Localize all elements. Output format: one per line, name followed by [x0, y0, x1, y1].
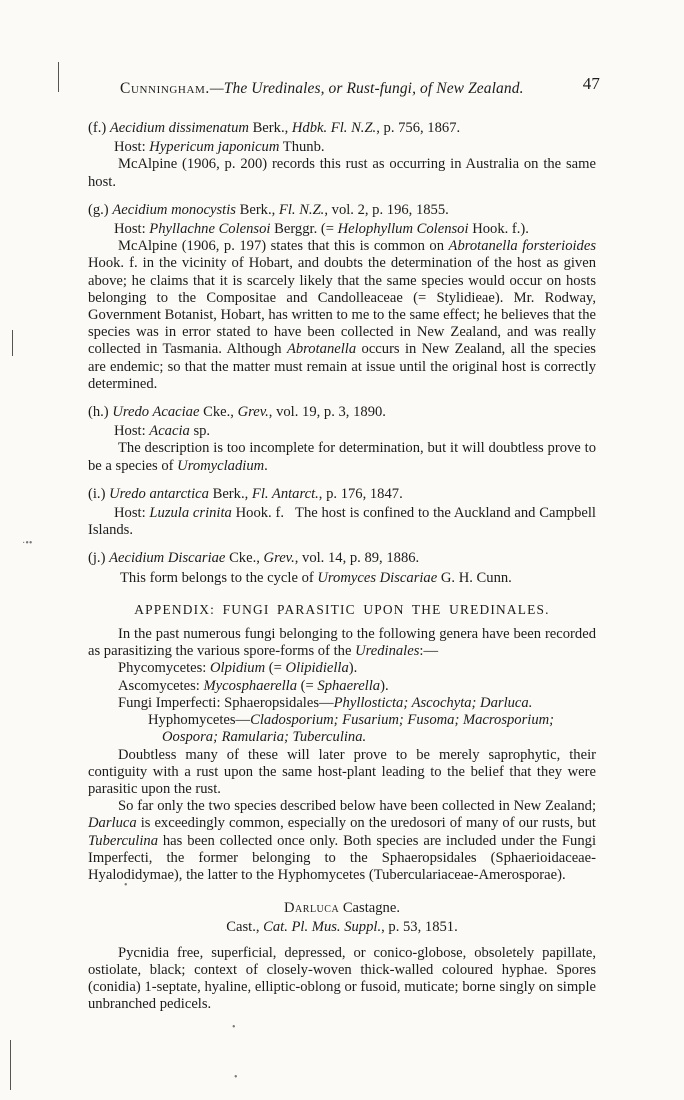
phycomycetes-line [88, 660, 596, 677]
syn-close: ). [348, 660, 358, 677]
citation-detail: , vol. 2, p. 196, 1855. [324, 201, 449, 218]
entry-label: (f.) [88, 120, 107, 136]
host-line [88, 505, 600, 539]
genus-name: Olpidium [210, 660, 266, 677]
entry-heading [88, 550, 596, 567]
host-authority: Berggr. (= [270, 221, 338, 238]
page-body [88, 120, 600, 1013]
host-label: Host: [114, 423, 150, 440]
citation-detail: , vol. 14, p. 89, 1886. [294, 550, 420, 567]
scan-speck: • [124, 880, 128, 891]
scan-speck: • [234, 1072, 238, 1083]
intro-taxon: Uredinales [355, 643, 420, 660]
intro-text: :— [419, 643, 439, 660]
species-name: Uredo Acaciae [112, 404, 200, 421]
host-synonym-authority: Hook. f.). [468, 221, 529, 238]
citation-work: Fl. N.Z. [278, 201, 325, 218]
hyphomycetes-line [88, 712, 596, 729]
species-name: Aecidium dissimenatum [109, 120, 249, 136]
note-taxon: Uromyces Discariae [317, 569, 438, 586]
species-name: Aecidium Discariae [109, 550, 226, 567]
note-text: occurs in New Zealand, all the species are endemic; so that the matter must remain at issue until the original host is correctly determined. [88, 341, 596, 392]
host-line [88, 423, 596, 440]
entry-label: (i.) [88, 485, 106, 502]
host-authority: sp. [189, 423, 211, 440]
entry-f [88, 120, 596, 191]
entry-note: McAlpine (1906, p. 200) records this rust as occurring in Australia on the same host. [88, 156, 596, 190]
syn-close: ). [380, 677, 389, 694]
citation-work: Cat. Pl. Mus. Suppl. [263, 919, 382, 936]
citation-author: Cast., [226, 919, 264, 936]
group-label: Ascomycetes: [118, 677, 204, 694]
citation-author: Berk., [235, 201, 279, 218]
citation-work: Fl. Antarct. [251, 485, 319, 502]
genus-synonym: Olipidiella [285, 660, 349, 677]
appendix-title: APPENDIX: FUNGI PARASITIC UPON THE UREDINALES. [134, 601, 550, 617]
group-label: Phycomycetes: [118, 660, 211, 677]
running-head [120, 74, 600, 98]
host-note: The host is confined to the Auckland and Campbell Islands. [88, 505, 600, 539]
entry-label: (j.) [88, 550, 106, 567]
citation-author: Berk., [248, 120, 292, 136]
entry-note [88, 570, 596, 587]
note-taxon: Uromycladium [177, 457, 265, 474]
host-authority: Hook. f. [231, 505, 284, 522]
species-name: Uredo antarctica [109, 485, 209, 502]
genus-name: Darluca [284, 900, 340, 917]
entry-label: (h.) [88, 404, 109, 421]
note-text: G. H. Cunn. [437, 569, 512, 586]
scan-edge-mark [12, 330, 13, 356]
note-taxon: Abrotanella forsterioides [448, 238, 597, 255]
para-text: has been collected once only. Both species are included under the Fungi Imperfecti, the former belonging to the Sphaeropsidales (Sphaerioidaceae-Hyalodidymae), the latter to the Hyphomycetes (Tuberculariaceae-Amerosporae). [88, 832, 596, 883]
genus-title [88, 900, 596, 917]
genus-list: Oospora; Ramularia; Tuberculina. [162, 729, 367, 746]
syn-open: (= [297, 677, 318, 694]
para-text: is exceedingly common, especially on the uredosori of many of our rusts, but [136, 815, 596, 832]
note-text: Hook. f. in the vicinity of Hobart, and doubts the determination of the host as given above; he claims that it is scarcely likely that the same species would occur on hosts belonging to the Compositae and Candolleaceae (= Stylidieae). Mr. Rodway, Government Botanist, Hobart, has written to me to the same effect; he believes that the species was in error stated to have been collected in New Zealand, and was really collected in Tasmania. Although [88, 255, 596, 358]
para-taxon: Tuberculina [88, 832, 158, 849]
para-text: So far only the two species described below have been collected in New Zealand; [118, 798, 596, 815]
fungi-imperfecti-line [88, 695, 596, 712]
citation-author: Cke., [199, 404, 238, 421]
citation-detail: , p. 756, 1867. [376, 120, 461, 136]
host-name: Hypericum japonicum [149, 139, 280, 156]
entry-heading [88, 486, 596, 503]
entry-note [88, 440, 596, 474]
citation-work: Grev. [237, 404, 269, 421]
citation-detail: , p. 176, 1847. [318, 485, 403, 502]
scan-speck: • [232, 1022, 236, 1033]
citation-author: Cke., [225, 550, 264, 567]
host-label: Host: [114, 221, 150, 238]
note-text: . [264, 457, 268, 474]
entry-h [88, 404, 596, 475]
group-label: Fungi Imperfecti: Sphaeropsidales— [118, 694, 334, 711]
genus-list: Phyllosticta; Ascochyta; Darluca. [333, 694, 533, 711]
hyphomycetes-line-2 [88, 729, 596, 746]
ascomycetes-line [88, 678, 596, 695]
entry-heading [88, 120, 596, 137]
genus-name: Mycosphaerella [203, 677, 297, 694]
host-name: Luzula crinita [149, 505, 232, 522]
genus-list: Cladosporium; Fusarium; Fusoma; Macrosporium; [250, 712, 555, 729]
entry-heading [88, 404, 596, 421]
citation-work: Grev. [263, 550, 295, 567]
note-text: McAlpine (1906, p. 197) states that this is common on [118, 238, 449, 255]
entry-note [88, 238, 596, 393]
host-label: Host: [114, 505, 150, 522]
entry-heading [88, 202, 596, 219]
para-taxon: Darluca [88, 815, 137, 832]
syn-open: (= [265, 660, 286, 677]
scan-speck: ·•• [22, 538, 33, 549]
genus-synonym: Sphaerella [317, 677, 381, 694]
species-name: Aecidium monocystis [112, 201, 236, 218]
appendix-para-2 [88, 798, 596, 884]
host-name: Acacia [149, 423, 190, 440]
appendix-para-1: Doubtless many of these will later prove to be merely saprophytic, their contiguity with a rust upon the same host-plant leading to the belief that they were parasitic upon the rust. [88, 746, 596, 797]
intro-text: In the past numerous fungi belonging to the following genera have been recorded as parasitizing the various spore-forms of the [88, 626, 596, 660]
appendix-intro [88, 626, 596, 660]
group-label: Hyphomycetes— [148, 712, 251, 729]
entry-j [88, 550, 596, 586]
host-authority: Thunb. [279, 139, 325, 156]
citation-detail: , vol. 19, p. 3, 1890. [268, 404, 386, 421]
host-line [88, 139, 596, 156]
citation-work: Hdbk. Fl. N.Z. [291, 120, 377, 136]
host-synonym: Helophyllum Colensoi [337, 221, 469, 238]
scan-edge-mark [58, 62, 59, 92]
running-head-title: —The Uredinales, or Rust-fungi, of New Zealand. [209, 80, 524, 97]
genus-author: Castagne. [339, 900, 400, 917]
host-label: Host: [114, 139, 150, 156]
genus-citation [88, 919, 596, 936]
note-taxon: Abrotanella [286, 341, 357, 358]
running-head-author: Cunningham. [120, 80, 210, 97]
scan-edge-mark [10, 1040, 11, 1090]
entry-i [88, 485, 600, 540]
page-number: 47 [582, 74, 600, 93]
genus-description: Pycnidia free, superficial, depressed, or conico-globose, obsoletely papillate, ostiolate, black; context of closely-woven thick-walled coloured hyphae. Spores (conidia) 1-septate, hyaline, elliptic-oblong or fusoid, muticate; borne singly on simple unbranched pedicels. [88, 944, 596, 1013]
entry-label: (g.) [88, 201, 109, 218]
host-line [88, 221, 596, 238]
citation-author: Berk., [208, 485, 252, 502]
entry-g [88, 202, 596, 393]
note-text: The description is too incomplete for determination, but it will doubtless prove to be a species of [88, 440, 596, 474]
citation-detail: , p. 53, 1851. [381, 919, 458, 936]
note-text: This form belongs to the cycle of [120, 569, 318, 586]
host-name: Phyllachne Colensoi [149, 221, 271, 238]
